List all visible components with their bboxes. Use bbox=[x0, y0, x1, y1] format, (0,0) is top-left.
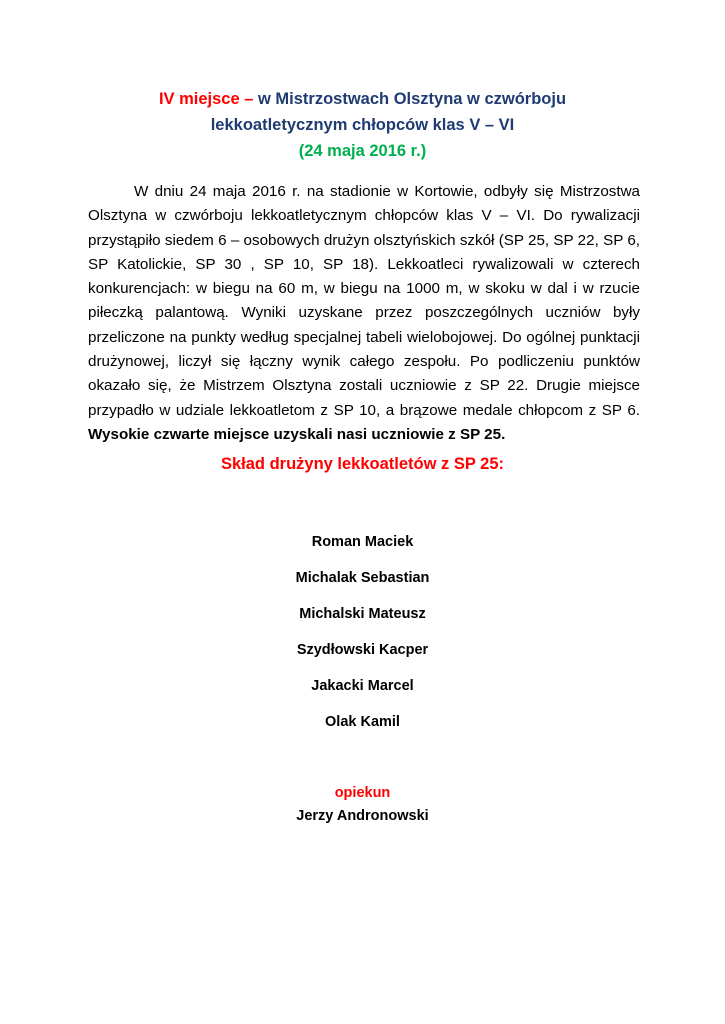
event-date: (24 maja 2016 r.) bbox=[298, 142, 427, 160]
team-member: Jakacki Marcel bbox=[311, 678, 414, 694]
team-heading: Skład drużyny lekkoatletów z SP 25: bbox=[220, 455, 505, 473]
report-text: W dniu 24 maja 2016 r. na stadionie w Kortowie, odbyły się Mistrzostwa Olsztyna w czwórboju lekkoatletycznym chłopców klas V – VI. Do rywalizacji przystąpiło siedem 6 – osobowych drużyn olsztyńskich szkół (SP 25, SP 22, SP 6, SP Katolickie, SP 30 , SP 10, SP 18). Lekkoatleci rywalizowali w czterech konkurencjach: w biegu na 60 m, w biegu na 1000 m, w skoku w dal i w rzucie piłeczką palantową. Wyniki uzyskane przez poszczególnych uczniów były przeliczone na punkty według specjalnej tabeli wielobojowej. Do ogólnej punktacji drużynowej, liczył się łączny wynik całego zespołu. Po podliczeniu punktów okazało się, że Mistrzem Olsztyna zostali uczniowie z SP 22. Drugie miejsce przypadło w udziale lekkoatletom z SP 10, a brązowe medale chłopcom z SP 6. bbox=[88, 183, 640, 419]
page-title bbox=[60, 86, 665, 164]
title-line-1 bbox=[60, 86, 665, 112]
team-member: Szydłowski Kacper bbox=[296, 642, 429, 658]
report-highlight: Wysokie czwarte miejsce uzyskali nasi uczniowie z SP 25. bbox=[88, 425, 506, 443]
report-paragraph bbox=[88, 180, 640, 447]
team-member-list bbox=[60, 532, 665, 748]
caretaker-label: opiekun bbox=[334, 785, 391, 801]
team-member: Michalak Sebastian bbox=[295, 570, 430, 586]
team-member: Roman Maciek bbox=[311, 534, 414, 550]
place-label: IV miejsce – bbox=[158, 90, 254, 108]
event-line-2: lekkoatletycznym chłopców klas V – VI bbox=[210, 116, 515, 134]
team-member: Olak Kamil bbox=[325, 714, 400, 730]
caretaker-name: Jerzy Andronowski bbox=[296, 808, 429, 824]
event-line-1: w Mistrzostwach Olsztyna w czwórboju bbox=[253, 90, 567, 108]
team-member: Michalski Mateusz bbox=[299, 606, 426, 622]
